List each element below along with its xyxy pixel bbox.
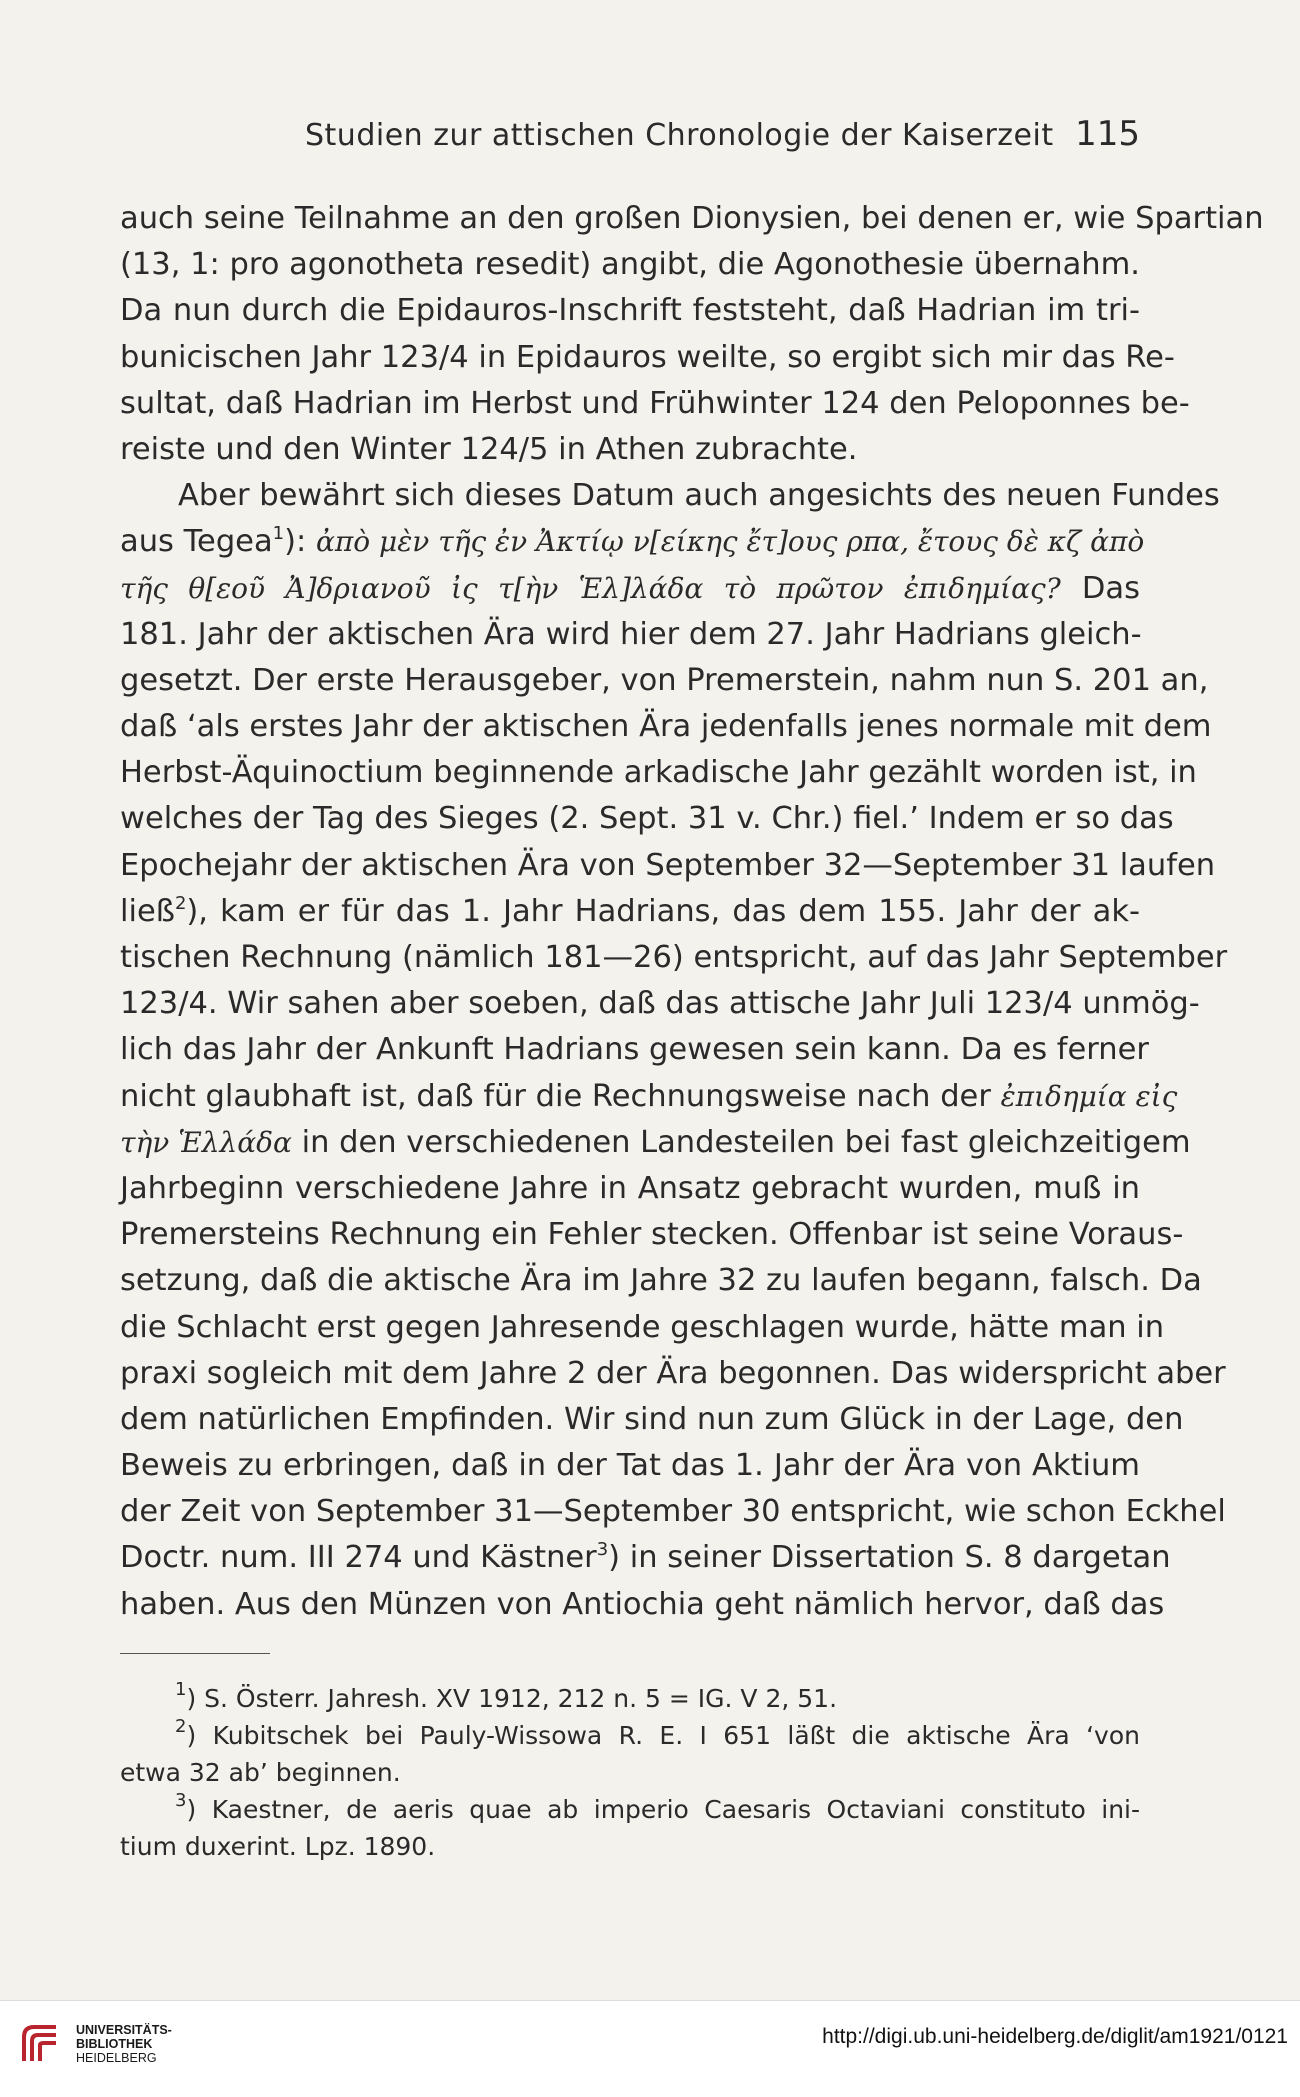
- text-fragment: kam er für das 1. Jahr Hadrians, das dem 155. Jahr der ak-: [220, 893, 1140, 929]
- footnote-3: $^3$) Kaestner, de aeris quae ab imperio Caesaris Octaviani constituto ini-: [175, 1790, 1141, 1824]
- text-line: [120, 1120, 1191, 1166]
- footnote-2: $^2$) Kubitschek bei Pauly-Wissowa R. E. I 651 läßt die aktische Ära ‘von: [175, 1716, 1140, 1750]
- library-name: [76, 2023, 172, 2065]
- text-line: auch seine Teilnahme an den großen Dionysien, bei denen er, wie Spartian: [120, 201, 1264, 236]
- text-line: reiste und den Winter 124/5 in Athen zubrachte.: [120, 431, 858, 467]
- text-line: praxi sogleich mit dem Jahre 2 der Ära begonnen. Das widerspricht aber: [120, 1355, 1226, 1391]
- footnote-3-cont: tium duxerint. Lpz. 1890.: [120, 1832, 436, 1861]
- footnote-1: $^1$) S. Österr. Jahresh. XV 1912, 212 n. 5 = IG. V 2, 51.: [175, 1679, 838, 1713]
- footnote-text: Kubitschek bei Pauly-Wissowa R. E. I 651 läßt die aktische Ära ‘von: [212, 1721, 1140, 1750]
- text-fragment: in seiner Dissertation S. 8 dargetan: [629, 1540, 1171, 1576]
- text-fragment: in den verschiedenen Landesteilen bei fast gleichzeitigem: [301, 1124, 1191, 1160]
- text-fragment: Das: [1081, 570, 1140, 606]
- text-line: dem natürlichen Empfinden. Wir sind nun zum Glück in der Lage, den: [120, 1401, 1184, 1437]
- footnote-2-cont: etwa 32 ab’ beginnen.: [120, 1758, 401, 1787]
- text-line: Herbst-Äquinoctium beginnende arkadische Jahr gezählt worden ist, in: [120, 755, 1197, 791]
- footnote-divider: [120, 1653, 270, 1654]
- text-line: (13, 1: pro agonotheta resedit) angibt, die Agonothesie übernahm.: [120, 247, 1140, 283]
- text-line: Aber bewährt sich dieses Datum auch angesichts des neuen Fundes: [178, 478, 1220, 514]
- text-line: sultat, daß Hadrian im Herbst und Frühwinter 124 den Peloponnes be-: [120, 385, 1190, 421]
- text-line: tischen Rechnung (nämlich 181—26) entspricht, auf das Jahr September: [120, 940, 1228, 975]
- footnote-text: S. Österr. Jahresh. XV 1912, 212 n. 5 = IG. V 2, 51.: [204, 1684, 838, 1713]
- text-fragment: nicht glaubhaft ist, daß für die Rechnungsweise nach der: [120, 1078, 991, 1114]
- greek-phrase: ἐπιδημία εἰς: [1000, 1079, 1178, 1113]
- text-line-tegea: [120, 519, 1145, 565]
- text-line: [120, 889, 1140, 935]
- footnote-text: Kaestner, de aeris quae ab imperio Caesaris Octaviani constituto ini-: [211, 1795, 1141, 1824]
- footnote-mark: 1: [175, 1679, 187, 1700]
- text-line: Beweis zu erbringen, daß in der Tat das 1. Jahr der Ära von Aktium: [120, 1448, 1140, 1484]
- footnote-ref-3[interactable]: 3: [596, 1539, 609, 1561]
- text-line: daß ‘als erstes Jahr der aktischen Ära jedenfalls jenes normale mit dem: [120, 709, 1212, 745]
- footnote-mark: 3: [175, 1790, 187, 1811]
- permalink-url[interactable]: http://digi.ub.uni-heidelberg.de/diglit/am1921/0121: [822, 2025, 1288, 2048]
- greek-phrase: τὴν Ἑλλάδα: [120, 1125, 292, 1159]
- text-line: setzung, daß die aktische Ära im Jahre 32 zu laufen begann, falsch. Da: [120, 1263, 1202, 1299]
- page-number: 115: [1075, 114, 1140, 154]
- text-line: lich das Jahr der Ankunft Hadrians gewesen sein kann. Da es ferner: [120, 1032, 1149, 1068]
- text-line: 123/4. Wir sahen aber soeben, daß das attische Jahr Juli 123/4 unmög-: [120, 986, 1200, 1022]
- greek-quote: τῆς θ[εοῦ Ἀ]δριανοῦ ἰς τ[ὴν Ἑλ]λάδα τὸ πρῶτον ἐπιδημίας?: [120, 571, 1061, 605]
- text-line: welches der Tag des Sieges (2. Sept. 31 v. Chr.) fiel.’ Indem er so das: [120, 801, 1174, 837]
- text-line: Premersteins Rechnung ein Fehler stecken. Offenbar ist seine Voraus-: [120, 1217, 1184, 1253]
- tegea-text: aus Tegea: [120, 524, 273, 560]
- text-line: Jahrbeginn verschiedene Jahre in Ansatz gebracht wurden, muß in: [120, 1170, 1140, 1206]
- footnote-ref-2[interactable]: 2: [174, 892, 187, 914]
- running-head: Studien zur attischen Chronologie der Kaiserzeit: [305, 118, 1054, 153]
- text-line: [120, 566, 1140, 612]
- text-line: gesetzt. Der erste Herausgeber, von Premerstein, nahm nun S. 201 an,: [120, 662, 1209, 698]
- footnote-mark: 2: [175, 1716, 187, 1737]
- text-fragment: ließ: [120, 893, 175, 929]
- greek-quote: ἀπὸ μὲν τῆς ἐν Ἀκτίῳ ν[είκης ἔτ]ους ρπα, ἔτους δὲ κζ ἀπὸ: [315, 525, 1145, 559]
- text-line: 181. Jahr der aktischen Ära wird hier dem 27. Jahr Hadrians gleich-: [120, 616, 1142, 652]
- text-line: [120, 1535, 1171, 1581]
- text-line: der Zeit von September 31—September 30 entspricht, wie schon Eckhel: [120, 1494, 1226, 1530]
- text-line: [120, 1074, 1178, 1120]
- footnote-paren: ): [608, 1540, 621, 1576]
- text-line: die Schlacht erst gegen Jahresende geschlagen wurde, hätte man in: [120, 1309, 1165, 1345]
- text-line: haben. Aus den Münzen von Antiochia geht nämlich hervor, daß das: [120, 1586, 1165, 1622]
- footnote-paren: ),: [186, 893, 208, 929]
- library-line-1: UNIVERSITÄTS-: [76, 2023, 172, 2037]
- body-text: [120, 196, 1264, 1628]
- footnote-ref-1[interactable]: 1: [272, 523, 285, 545]
- text-line: Da nun durch die Epidauros-Inschrift feststeht, daß Hadrian im tri-: [120, 293, 1140, 329]
- library-line-2: BIBLIOTHEK: [76, 2037, 153, 2051]
- footnotes: [120, 1680, 1140, 1865]
- text-line: Epochejahr der aktischen Ära von September 32—September 31 laufen: [120, 847, 1216, 883]
- library-footer: [0, 2000, 1300, 2097]
- ub-heidelberg-logo-icon[interactable]: [16, 2019, 66, 2069]
- page-header: [120, 114, 1140, 158]
- library-line-3: HEIDELBERG: [76, 2051, 157, 2065]
- text-fragment: Doctr. num. III 274 und Kästner: [120, 1540, 597, 1576]
- footnote-paren: ):: [284, 524, 307, 560]
- text-line: bunicischen Jahr 123/4 in Epidauros weilte, so ergibt sich mir das Re-: [120, 339, 1175, 375]
